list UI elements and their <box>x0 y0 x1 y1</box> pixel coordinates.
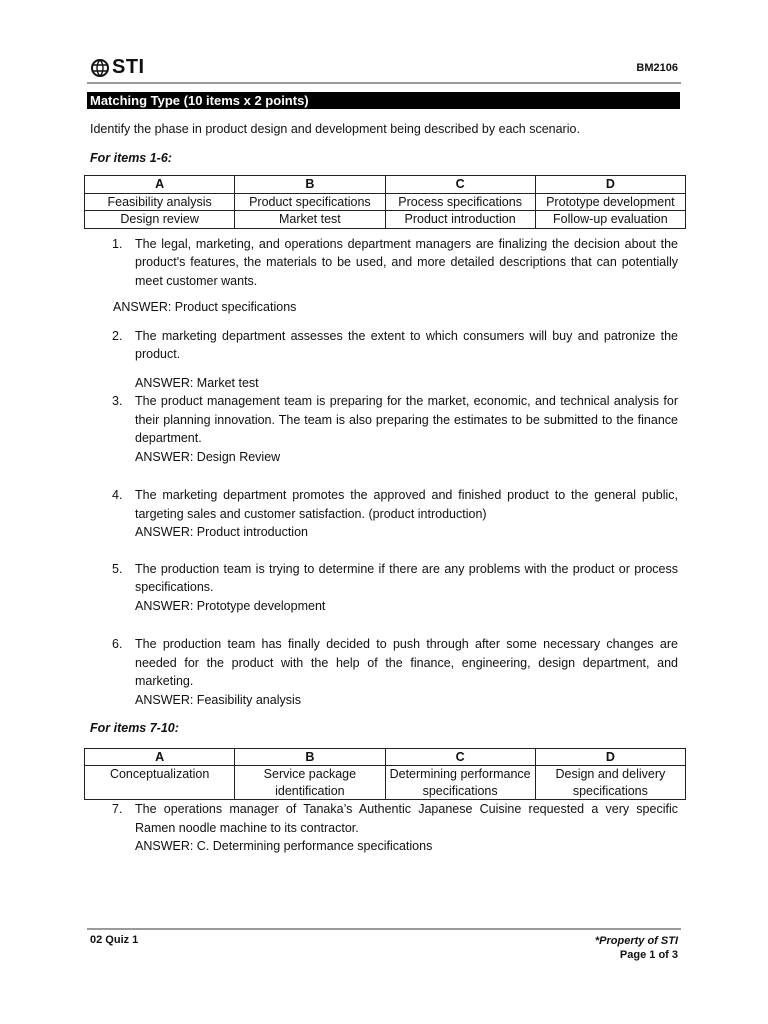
question-item <box>90 635 678 691</box>
table-cell: Product specifications <box>235 193 385 211</box>
table-header-row <box>85 748 686 766</box>
question-number: 4. <box>112 488 123 502</box>
answer-text: ANSWER: C. Determining performance specifications <box>135 839 433 853</box>
question-number: 7. <box>112 802 123 816</box>
table-header-row <box>85 176 686 194</box>
table-cell: Follow-up evaluation <box>535 211 685 229</box>
logo-text: STI <box>112 56 145 78</box>
col-header-a: A <box>85 748 235 766</box>
question-list-1c <box>90 392 678 448</box>
question-list-1e <box>90 560 678 597</box>
footer-right <box>595 934 678 962</box>
answer-text: ANSWER: Product specifications <box>113 300 297 314</box>
table-row <box>85 211 686 229</box>
question-text: The production team is trying to determine if there are any problems with the product or process specifications. <box>135 561 678 594</box>
col-header-d: D <box>535 748 685 766</box>
question-text: The marketing department promotes the approved and finished product to the general public, targeting sales and customer satisfaction. (product introduction) <box>135 488 678 521</box>
table-cell: Product introduction <box>385 211 535 229</box>
question-text: The product management team is preparing for the market, economic, and technical analysis for their planning innovation. The team is also preparing the estimates to be submitted to the finance department. <box>135 394 678 445</box>
table-cell: Market test <box>235 211 385 229</box>
question-number: 6. <box>112 637 123 651</box>
items-7-10-label: For items 7-10: <box>90 721 179 735</box>
answer-text: ANSWER: Market test <box>135 375 259 390</box>
question-item <box>90 560 678 597</box>
question-number: 1. <box>112 236 123 251</box>
table-cell: Design and delivery specifications <box>535 766 685 800</box>
table-row <box>85 193 686 211</box>
question-item <box>90 235 678 291</box>
section-title: Matching Type (10 items x 2 points) <box>87 92 680 109</box>
question-number: 2. <box>112 328 123 343</box>
question-text: The operations manager of Tanaka’s Authentic Japanese Cuisine requested a very specific Ramen noodle machine to its contractor. <box>135 802 678 835</box>
quiz-label: 02 Quiz 1 <box>90 934 139 946</box>
question-list-2 <box>90 800 678 837</box>
page-number: Page 1 of 3 <box>619 949 678 961</box>
question-number: 3. <box>112 394 123 408</box>
items-1-6-label: For items 1-6: <box>90 150 172 165</box>
question-text: The marketing department assesses the extent to which consumers will buy and patronize the product. <box>135 328 678 361</box>
question-item <box>90 392 678 448</box>
question-list-1 <box>90 235 678 291</box>
table-cell: Service package identification <box>235 766 385 800</box>
table-row <box>85 766 686 800</box>
course-code: BM2106 <box>636 62 678 74</box>
table-cell: Determining performance specifications <box>385 766 535 800</box>
col-header-d: D <box>535 176 685 194</box>
col-header-b: B <box>235 176 385 194</box>
col-header-b: B <box>235 748 385 766</box>
answer-text: ANSWER: Design Review <box>135 449 281 464</box>
question-text: The legal, marketing, and operations department managers are finalizing the decision about the product's features, the materials to be used, and more detailed descriptions that can potentially meet customer wants. <box>135 236 678 288</box>
question-list-1f <box>90 635 678 691</box>
col-header-c: C <box>385 748 535 766</box>
question-item <box>90 800 678 837</box>
globe-icon <box>90 58 110 78</box>
choices-table-2 <box>84 748 686 801</box>
choices-table-1 <box>84 175 686 229</box>
footer-divider <box>87 928 681 930</box>
question-item <box>90 327 678 364</box>
property-notice: *Property of STI <box>594 935 678 947</box>
question-item <box>90 486 678 523</box>
question-text: The production team has finally decided to push through after some necessary changes are needed for the product with the help of the finance, engineering, design department, and marketing. <box>135 637 678 688</box>
header-divider <box>87 82 681 84</box>
col-header-c: C <box>385 176 535 194</box>
table-cell: Prototype development <box>535 193 685 211</box>
answer-text: ANSWER: Feasibility analysis <box>135 692 302 707</box>
sti-logo <box>90 56 145 79</box>
table-cell: Design review <box>85 211 235 229</box>
table-cell: Process specifications <box>385 193 535 211</box>
table-cell: Feasibility analysis <box>85 193 235 211</box>
instruction-text: Identify the phase in product design and development being described by each scenario. <box>90 122 580 136</box>
question-list-1b <box>90 327 678 364</box>
question-list-1d <box>90 486 678 523</box>
document-body <box>90 120 678 856</box>
col-header-a: A <box>85 176 235 194</box>
answer-text: ANSWER: Product introduction <box>135 525 308 539</box>
answer-text: ANSWER: Prototype development <box>135 598 326 613</box>
question-number: 5. <box>112 561 123 576</box>
table-cell: Conceptualization <box>85 766 235 800</box>
